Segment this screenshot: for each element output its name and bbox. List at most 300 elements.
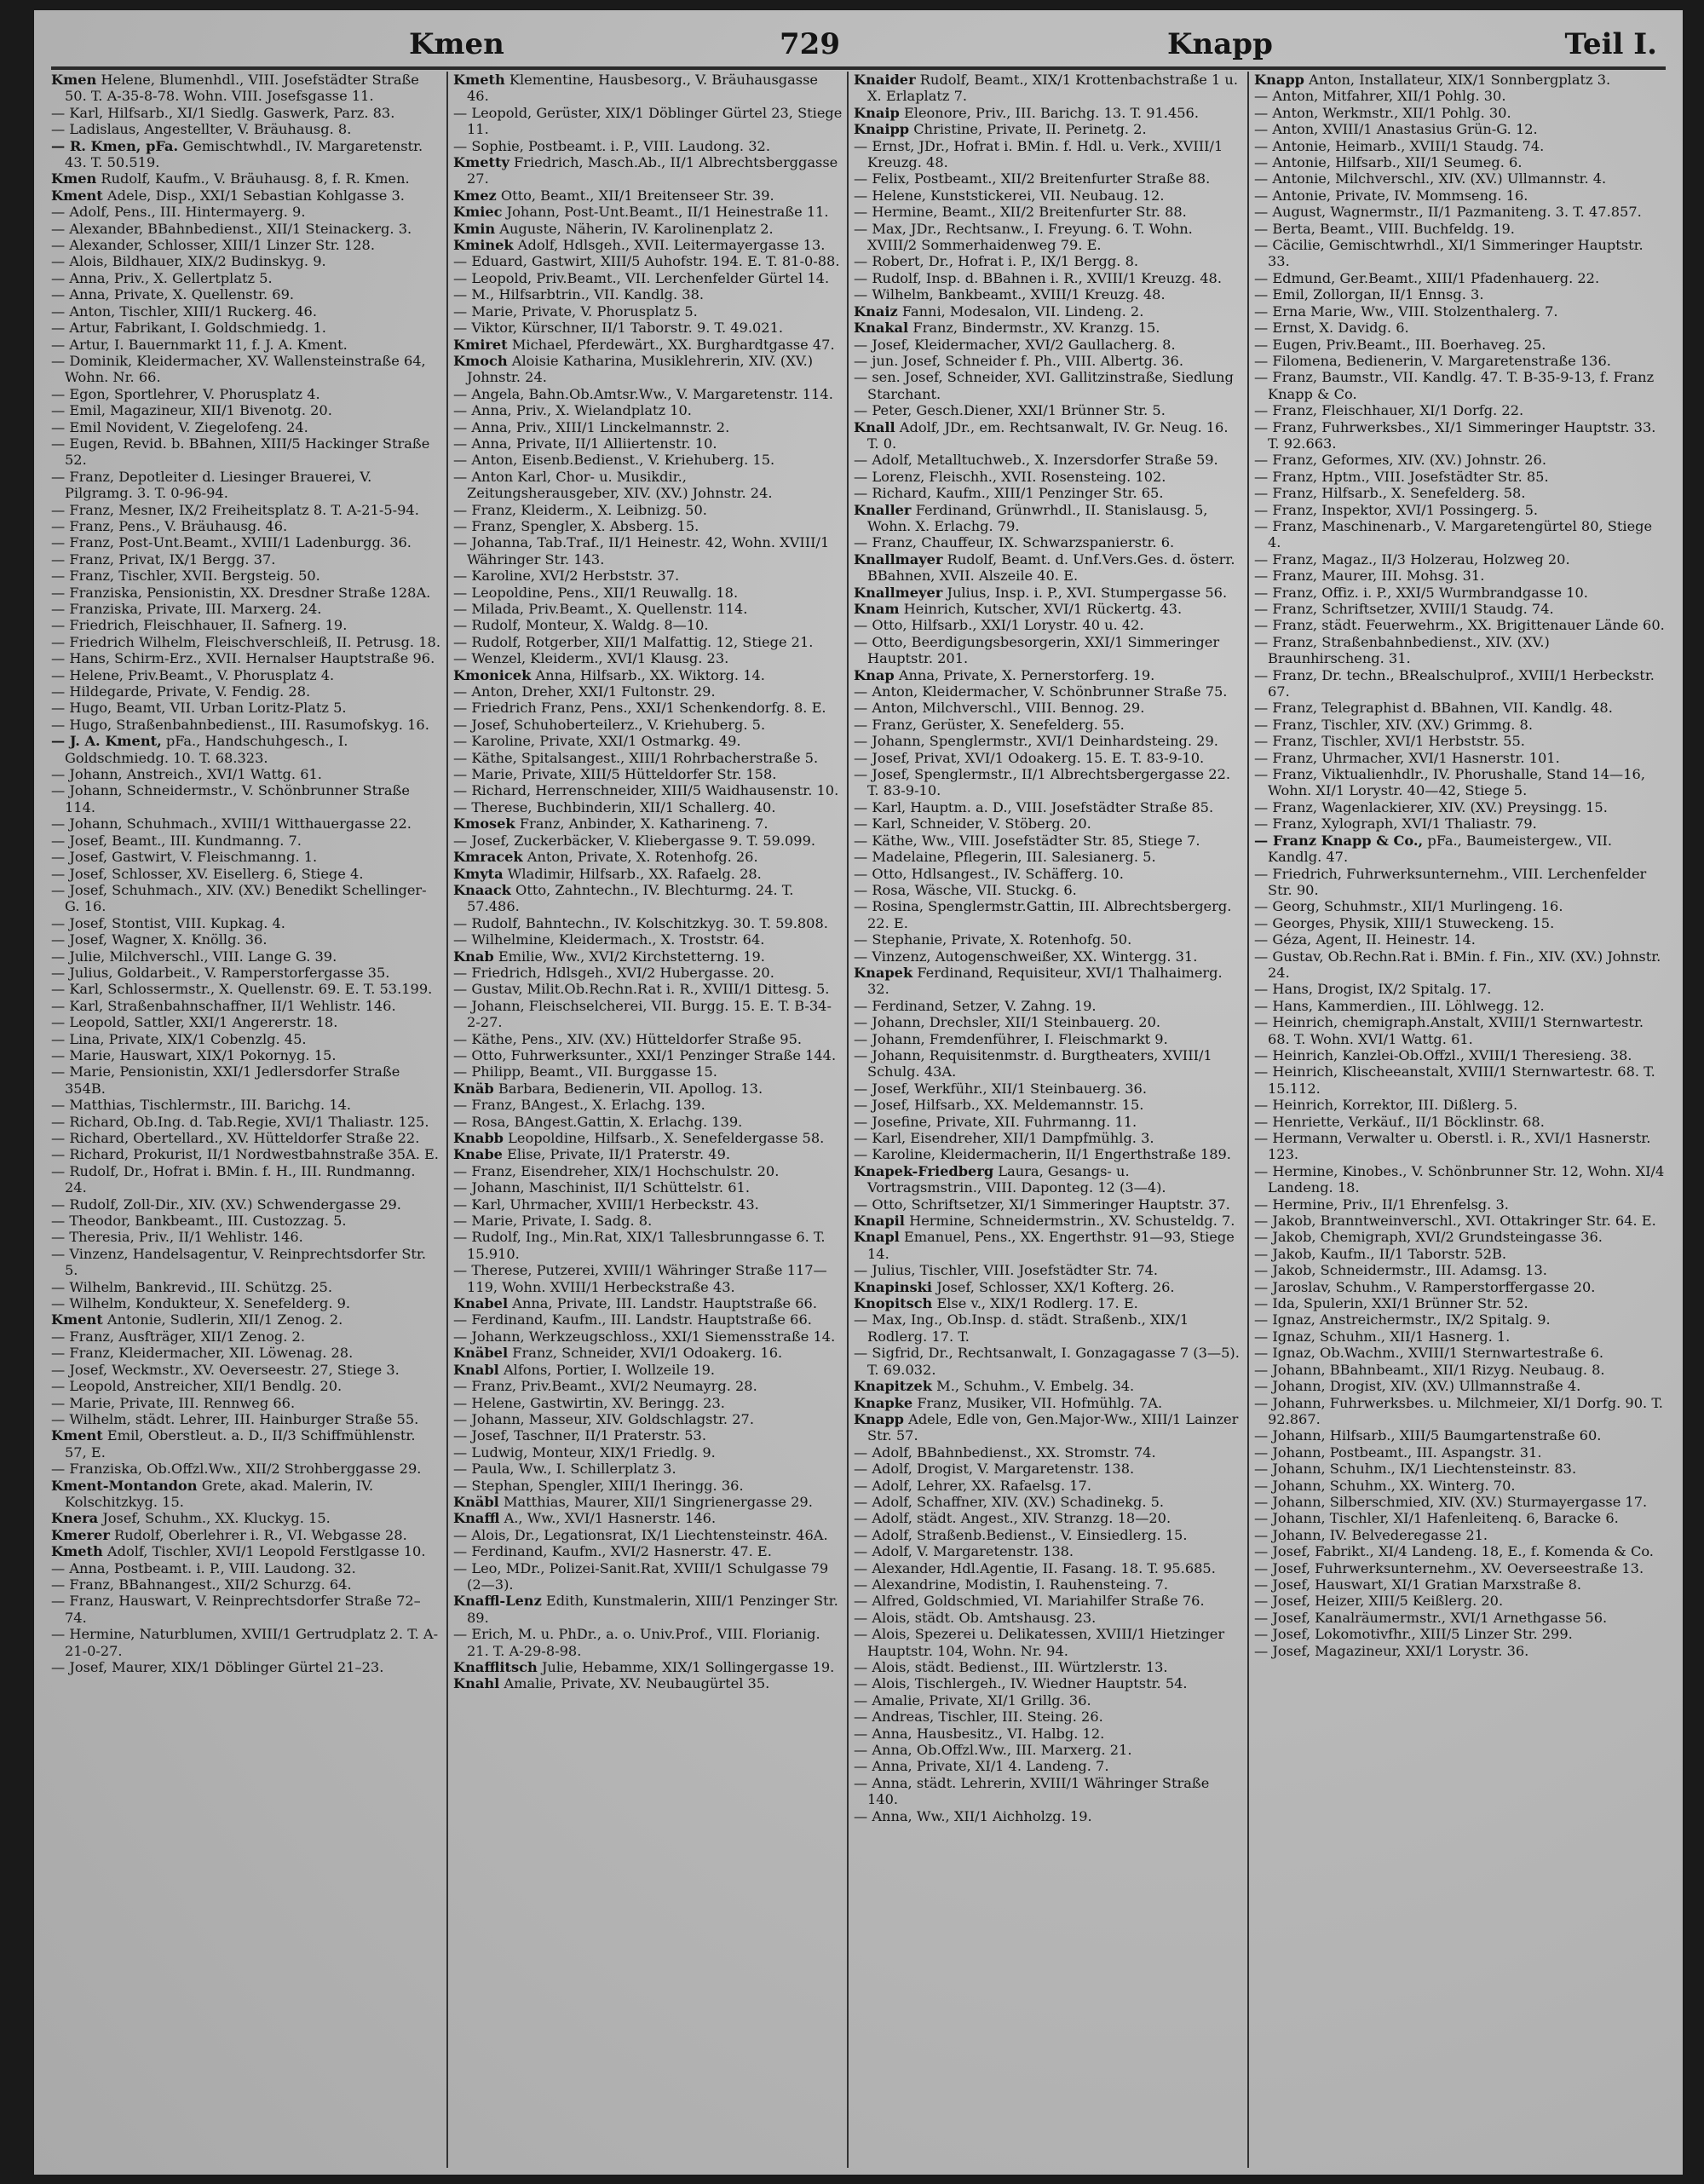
directory-entry <box>51 402 441 418</box>
directory-entry <box>453 782 843 798</box>
directory-entry <box>1254 931 1669 948</box>
entry-text: Franz, Anbinder, X. Katharineng. 7. <box>519 815 769 833</box>
directory-entry <box>51 1411 441 1427</box>
directory-entry <box>854 1775 1244 1808</box>
directory-entry <box>453 1675 843 1691</box>
directory-entry <box>1254 237 1669 270</box>
directory-entry <box>854 849 1244 865</box>
entry-text: — Ferdinand, Kaufm., III. Landstr. Hauptstraße 66. <box>453 1311 812 1328</box>
entry-text: — Marie, Hauswart, XIX/1 Pokornyg. 15. <box>51 1046 337 1063</box>
directory-entry <box>1254 1593 1669 1609</box>
directory-entry <box>854 303 1244 320</box>
entry-text: — Jakob, Schneidermstr., III. Adamsg. 13. <box>1254 1262 1547 1279</box>
directory-column-1 <box>51 72 441 2168</box>
entry-text: — Heinrich, Klischeeanstalt, XVIII/1 Sternwartestr. 68. T. 15.112. <box>1254 1063 1655 1097</box>
directory-entry <box>1254 502 1669 518</box>
entry-text: — Friedrich Franz, Pens., XXI/1 Schenkendorfg. 8. E. <box>453 700 826 717</box>
directory-entry <box>453 154 843 187</box>
entry-text: — Anton, Werkmstr., XII/1 Pohlg. 30. <box>1254 104 1511 121</box>
directory-entry <box>1254 485 1669 501</box>
directory-entry <box>453 270 843 286</box>
entry-text: — Franz, Priv.Beamt., XVI/2 Neumayrg. 28. <box>453 1378 757 1395</box>
entry-text: — Alexander, Schlosser, XIII/1 Linzer Str. 128. <box>51 237 375 254</box>
entry-text: — Otto, Fuhrwerksunter., XXI/1 Penzinger Straße 144. <box>453 1046 837 1063</box>
entry-text: — Leopold, Sattler, XXI/1 Angererstr. 18. <box>51 1014 338 1031</box>
directory-entry <box>453 221 843 237</box>
entry-surname: Knap <box>854 666 895 683</box>
directory-entry <box>854 1494 1244 1510</box>
entry-text: — Franz, Xylograph, XVI/1 Thaliastr. 79. <box>1254 815 1537 833</box>
entry-text: Emilie, Ww., XVI/2 Kirchstetterng. 19. <box>498 948 765 965</box>
entry-text: — Marie, Private, V. Phorusplatz 5. <box>453 303 698 320</box>
entry-text: — Heinrich, Korrektor, III. Dißlerg. 5. <box>1254 1097 1518 1114</box>
directory-entry <box>1254 1494 1669 1510</box>
directory-entry <box>854 815 1244 832</box>
entry-text: — Adolf, V. Margaretenstr. 138. <box>854 1543 1074 1560</box>
entry-text: — Franz, Straßenbahnbedienst., XIV. (XV.) Braunhirscheng. 31. <box>1254 633 1550 667</box>
directory-entry <box>51 1114 441 1130</box>
entry-text: — Josef, Heizer, XIII/5 Keißlerg. 20. <box>1254 1593 1504 1610</box>
entry-text: — Rudolf, Bahntechn., IV. Kolschitzkyg. 30. T. 59.808. <box>453 914 828 931</box>
directory-entry <box>1254 469 1669 485</box>
entry-text: Grete, akad. Malerin, IV. Kolschitzkyg. 15. <box>65 1477 374 1510</box>
entry-text: Adele, Edle von, Gen.Major-Ww., XIII/1 Lainzer Str. 57. <box>867 1410 1239 1444</box>
entry-text: pFa., Baumeistergew., VII. Kandlg. 47. <box>1268 832 1613 866</box>
directory-entry <box>854 1758 1244 1774</box>
entry-text: — Käthe, Ww., VIII. Josefstädter Str. 85, Stiege 7. <box>854 832 1200 849</box>
entry-text: — Leopoldine, Pens., XII/1 Reuwallg. 18. <box>453 584 739 601</box>
directory-entry <box>453 1543 843 1559</box>
directory-entry <box>1254 518 1669 551</box>
entry-text: — Josef, Beamt., III. Kundmanng. 7. <box>51 832 302 849</box>
entry-text: — Ignaz, Schuhm., XII/1 Hasnerg. 1. <box>1254 1328 1511 1345</box>
entry-text: — Vinzenz, Autogenschweißer, XX. Wintergg. 31. <box>854 948 1198 965</box>
directory-entry <box>1254 998 1669 1014</box>
directory-entry <box>51 1593 441 1626</box>
entry-text: — Johann, Drechsler, XII/1 Steinbauerg. 20. <box>854 1014 1161 1031</box>
entry-text: — Johann, IV. Belvederegasse 21. <box>1254 1526 1488 1543</box>
directory-entry <box>453 1130 843 1146</box>
entry-text: Wladimir, Hilfsarb., XX. Rafaelg. 28. <box>507 865 762 882</box>
entry-text: — Johann, Postbeamt., III. Aspangstr. 31. <box>1254 1444 1542 1461</box>
entry-text: — Richard, Ob.Ing. d. Tab.Regie, XVI/1 Thaliastr. 125. <box>51 1113 429 1130</box>
directory-entry <box>1254 154 1669 170</box>
entry-text: — Franz, Spengler, X. Absberg. 15. <box>453 517 699 534</box>
entry-surname: Knallmayer <box>854 550 943 568</box>
directory-entry <box>51 1328 441 1345</box>
directory-entry <box>854 948 1244 965</box>
entry-surname: Knapitzek <box>854 1378 932 1395</box>
entry-text: A., Ww., XVI/1 Hasnerstr. 146. <box>504 1510 717 1527</box>
entry-text: — Franz, Telegraphist d. BBahnen, VII. Kandlg. 48. <box>1254 700 1613 717</box>
entry-text: — Alois, städt. Bedienst., III. Würtzlerstr. 13. <box>854 1659 1168 1675</box>
entry-text: — Josef, Fabrikt., XI/4 Landeng. 18, E., f. Komenda & Co. <box>1254 1543 1654 1560</box>
entry-surname: Knapek <box>854 964 913 981</box>
entry-text: — Franz, Kleidermacher, XII. Löwenag. 28. <box>51 1345 354 1362</box>
directory-entry <box>453 1461 843 1477</box>
entry-text: — Josef, Werkführ., XII/1 Steinbauerg. 36. <box>854 1080 1147 1097</box>
entry-text: Friedrich, Masch.Ab., II/1 Albrechtsberggasse 27. <box>467 154 838 187</box>
directory-entry <box>854 898 1244 931</box>
entry-text: — Hermine, Naturblumen, XVIII/1 Gertrudplatz 2. T. A-21-0-27. <box>51 1626 439 1659</box>
page-header <box>51 17 1666 70</box>
entry-text: — Josef, Magazineur, XXI/1 Lorystr. 36. <box>1254 1642 1529 1659</box>
directory-entry <box>1254 1543 1669 1559</box>
entry-text: — Adolf, Lehrer, XX. Rafaelsg. 17. <box>854 1477 1091 1494</box>
entry-text: — Jaroslav, Schuhm., V. Ramperstorffergasse 20. <box>1254 1278 1596 1295</box>
entry-text: — Johann, Hilfsarb., XIII/5 Baumgartenstraße 60. <box>1254 1427 1602 1444</box>
directory-entry <box>51 337 441 353</box>
directory-entry <box>854 833 1244 849</box>
directory-entry <box>453 1146 843 1162</box>
directory-entry <box>453 998 843 1031</box>
directory-entry <box>453 353 843 386</box>
entry-surname: Knapp <box>1254 72 1304 88</box>
directory-entry <box>854 485 1244 501</box>
directory-entry <box>1254 585 1669 601</box>
entry-text: pFa., Handschuhgesch., I. Goldschmiedg. 10. T. 68.323. <box>65 733 348 766</box>
entry-text: — Rudolf, Monteur, X. Waldg. 8—10. <box>453 617 709 634</box>
directory-entry <box>453 1080 843 1097</box>
directory-entry <box>854 700 1244 716</box>
directory-entry <box>854 452 1244 468</box>
entry-text: — Marie, Private, III. Rennweg 66. <box>51 1394 296 1411</box>
entry-text: — Johann, Maschinist, II/1 Schüttelstr. 61. <box>453 1179 750 1196</box>
directory-entry <box>854 1262 1244 1278</box>
directory-entry <box>854 534 1244 550</box>
directory-entry <box>854 766 1244 799</box>
directory-entry <box>453 1378 843 1394</box>
entry-text: Adolf, JDr., em. Rechtsanwalt, IV. Gr. Neug. 16. T. 0. <box>867 418 1229 452</box>
entry-surname: Knaip <box>854 104 900 121</box>
entry-text: Hermine, Schneidermstrin., XV. Schusteldg. 7. <box>909 1213 1235 1230</box>
entry-surname: Knall <box>854 418 895 435</box>
entry-text: Matthias, Maurer, XII/1 Singrienergasse 29. <box>503 1493 813 1510</box>
directory-entry <box>1254 1576 1669 1593</box>
directory-entry <box>51 1311 441 1328</box>
entry-text: M., Schuhm., V. Embelg. 34. <box>936 1378 1135 1395</box>
entry-surname: Knaiz <box>854 303 898 320</box>
directory-entry <box>854 353 1244 369</box>
entry-text: — Johann, Schuhm., XX. Winterg. 70. <box>1254 1477 1516 1494</box>
entry-text: — Ludwig, Monteur, XIX/1 Friedlg. 9. <box>453 1444 716 1461</box>
entry-text: — Johann, Drogist, XIV. (XV.) Ullmannstraße 4. <box>1254 1378 1581 1395</box>
entry-text: — Alfred, Goldschmied, VI. Mariahilfer Straße 76. <box>854 1593 1205 1610</box>
directory-entry <box>1254 1063 1669 1097</box>
directory-column-4 <box>1247 72 1669 2168</box>
entry-surname: Kmoch <box>453 352 508 369</box>
entry-surname: Kment <box>51 187 103 204</box>
directory-entry <box>854 1196 1244 1213</box>
directory-entry <box>51 72 441 105</box>
entry-text: — Stephan, Spengler, XIII/1 Iheringg. 36. <box>453 1477 744 1494</box>
entry-text: — Sigfrid, Dr., Rechtsanwalt, I. Gonzagagasse 7 (3—5). T. 69.032. <box>854 1345 1240 1378</box>
directory-entry <box>51 634 441 650</box>
directory-entry <box>854 1097 1244 1113</box>
directory-entry <box>51 534 441 550</box>
directory-entry <box>453 882 843 915</box>
entry-text: — Karl, Hilfsarb., XI/1 Siedlg. Gaswerk, Parz. 83. <box>51 104 395 121</box>
directory-entry <box>51 733 441 766</box>
entry-text: — Josef, Hilfsarb., XX. Meldemannstr. 15. <box>854 1097 1144 1114</box>
directory-entry <box>453 320 843 336</box>
entry-text: — Friedrich, Fuhrwerksunternehm., VIII. Lerchenfelder Str. 90. <box>1254 865 1647 898</box>
directory-entry <box>854 1395 1244 1411</box>
directory-entry <box>453 799 843 815</box>
entry-text: — Anna, Private, X. Quellenstr. 69. <box>51 286 295 303</box>
entry-surname: Knapp <box>854 1410 904 1427</box>
entry-text: — Johann, Anstreich., XVI/1 Wattg. 61. <box>51 766 322 783</box>
directory-entry <box>453 1063 843 1080</box>
directory-entry <box>854 1478 1244 1494</box>
directory-entry <box>453 105 843 138</box>
directory-entry <box>453 253 843 269</box>
directory-entry <box>453 518 843 534</box>
directory-entry <box>854 1031 1244 1047</box>
entry-text: — Franz, Post-Unt.Beamt., XVIII/1 Ladenburgg. 36. <box>51 534 412 551</box>
directory-entry <box>51 601 441 617</box>
entry-surname: Knaffl-Lenz <box>453 1593 542 1610</box>
entry-text: Franz, Musiker, VII. Hofmühlg. 7A. <box>917 1394 1163 1411</box>
directory-entry <box>1254 1478 1669 1494</box>
directory-entry <box>854 187 1244 204</box>
entry-text: — Richard, Obertellard., XV. Hütteldorfer Straße 22. <box>51 1130 420 1146</box>
entry-text: — Johann, Fleischselcherei, VII. Burgg. 15. E. T. B-34-2-27. <box>453 997 832 1031</box>
directory-entry <box>453 717 843 733</box>
directory-entry <box>51 931 441 948</box>
entry-text: Anna, Hilfsarb., XX. Wiktorg. 14. <box>535 666 765 683</box>
entry-surname: Knaipp <box>854 121 910 138</box>
directory-entry <box>51 253 441 269</box>
entry-text: — Artur, I. Bauernmarkt 11, f. J. A. Kment. <box>51 336 348 353</box>
directory-entry <box>453 931 843 948</box>
entry-text: — jun. Josef, Schneider f. Ph., VIII. Albertg. 36. <box>854 352 1183 369</box>
entry-surname: Kmin <box>453 220 496 237</box>
directory-entry <box>51 717 441 733</box>
entry-text: — Hildegarde, Private, V. Fendig. 28. <box>51 683 311 700</box>
directory-entry <box>453 1427 843 1444</box>
directory-entry <box>453 534 843 568</box>
directory-entry <box>453 72 843 105</box>
entry-text: — Friedrich Wilhelm, Fleischverschleiß, II. Petrusg. 18. <box>51 633 440 650</box>
directory-entry <box>453 386 843 402</box>
directory-entry <box>51 1659 441 1675</box>
directory-entry <box>854 1114 1244 1130</box>
directory-entry <box>51 518 441 534</box>
directory-entry <box>453 1311 843 1328</box>
directory-entry <box>453 1262 843 1295</box>
directory-entry <box>51 1345 441 1361</box>
entry-text: — Johann, Schneidermstr., V. Schönbrunner Straße 114. <box>51 782 410 815</box>
entry-surname: Knopitsch <box>854 1295 933 1312</box>
entry-text: — Jakob, Branntweinverschl., XVI. Ottakringer Str. 64. E. <box>1254 1213 1656 1230</box>
entry-text: — Anton, Kleidermacher, V. Schönbrunner Straße 75. <box>854 683 1228 700</box>
entry-surname: Knabl <box>453 1361 499 1378</box>
directory-entry <box>51 766 441 782</box>
directory-entry <box>51 849 441 865</box>
directory-entry <box>51 1063 441 1097</box>
directory-entry <box>854 1692 1244 1709</box>
directory-entry <box>1254 1311 1669 1328</box>
entry-surname: Knafflitsch <box>453 1659 538 1675</box>
entry-text: — Marie, Pensionistin, XXI/1 Jedlersdorfer Straße 354B. <box>51 1063 400 1097</box>
directory-entry <box>51 882 441 915</box>
entry-text: Rudolf, Beamt. d. Unf.Vers.Ges. d. österr. BBahnen, XVII. Alszeile 40. E. <box>867 550 1235 585</box>
entry-text: — Hugo, Beamt, VII. Urban Loritz-Platz 5. <box>51 700 347 717</box>
entry-text: — Therese, Buchbinderin, XII/1 Schallerg. 40. <box>453 798 776 815</box>
entry-text: — Anna, Private, XI/1 4. Landeng. 7. <box>854 1758 1109 1775</box>
entry-text: — Wenzel, Kleiderm., XVI/1 Klausg. 23. <box>453 650 729 667</box>
directory-entry <box>854 1659 1244 1675</box>
directory-entry <box>51 419 441 435</box>
entry-text: — Robert, Dr., Hofrat i. P., IX/1 Bergg. 8. <box>854 253 1139 270</box>
entry-text: — Hermine, Beamt., XII/2 Breitenfurter Str. 88. <box>854 204 1187 221</box>
directory-entry <box>1254 1163 1669 1196</box>
entry-text: — Therese, Putzerei, XVIII/1 Währinger Straße 117—119, Wohn. XVIII/1 Herbeckstraße 43. <box>453 1262 827 1295</box>
directory-entry <box>453 568 843 584</box>
entry-text: Aloisie Katharina, Musiklehrerin, XIV. (XV.) Johnstr. 24. <box>467 352 814 386</box>
entry-text: — Johann, Requisitenmstr. d. Burgtheaters, XVIII/1 Schulg. 43A. <box>854 1046 1212 1080</box>
directory-entry <box>453 1295 843 1311</box>
directory-entry <box>453 915 843 931</box>
entry-text: — Richard, Prokurist, II/1 Nordwestbahnstraße 35A. E. <box>51 1146 439 1163</box>
entry-text: Rudolf, Beamt., XIX/1 Krottenbachstraße 1 u. X. Erlaplatz 7. <box>867 72 1238 105</box>
entry-text: — Franz, Inspektor, XVI/1 Possingerg. 5. <box>1254 501 1539 518</box>
directory-entry <box>1254 700 1669 716</box>
directory-entry <box>1254 1444 1669 1461</box>
directory-entry <box>453 337 843 353</box>
entry-surname: Knera <box>51 1510 99 1527</box>
directory-entry <box>51 1362 441 1378</box>
directory-entry <box>453 601 843 617</box>
directory-entry <box>854 105 1244 121</box>
entry-text: — Franz, Magaz., II/3 Holzerau, Holzweg 20. <box>1254 550 1570 568</box>
entry-surname: Knabb <box>453 1130 504 1146</box>
entry-text: — Rosa, BAngest.Gattin, X. Erlachg. 139. <box>453 1113 743 1130</box>
entry-surname: Knapl <box>854 1229 900 1246</box>
directory-entry <box>51 1478 441 1511</box>
entry-text: — Franz, Hptm., VIII. Josefstädter Str. 85. <box>1254 468 1549 485</box>
directory-entry <box>854 1726 1244 1742</box>
directory-entry <box>453 1395 843 1411</box>
entry-text: — Richard, Herrenschneider, XIII/5 Waidhausenstr. 10. <box>453 782 839 799</box>
directory-entry <box>854 551 1244 585</box>
directory-entry <box>453 1031 843 1047</box>
entry-text: — Franz, Uhrmacher, XVI/1 Hasnerstr. 101. <box>1254 749 1560 766</box>
directory-column-3 <box>847 72 1244 2168</box>
entry-text: Otto, Zahntechn., IV. Blechturmg. 24. T. 57.486. <box>467 881 794 915</box>
directory-entry <box>453 833 843 849</box>
entry-text: — Hermine, Priv., II/1 Ehrenfelsg. 3. <box>1254 1196 1509 1213</box>
entry-text: — Angela, Bahn.Ob.Amtsr.Ww., V. Margaretenstr. 114. <box>453 385 833 402</box>
entry-surname: Knaack <box>453 881 511 898</box>
directory-entry <box>453 204 843 220</box>
directory-entry <box>453 502 843 518</box>
directory-entry <box>453 866 843 882</box>
entry-text: — Rudolf, Zoll-Dir., XIV. (XV.) Schwendergasse 29. <box>51 1196 401 1213</box>
entry-text: — Josef, Fuhrwerksunternehm., XV. Oeverseestraße 13. <box>1254 1559 1644 1576</box>
entry-surname: Knaller <box>854 501 912 518</box>
directory-entry <box>453 585 843 601</box>
directory-entry <box>854 1345 1244 1378</box>
entry-text: — Franz, Chauffeur, IX. Schwarzspanierstr. 6. <box>854 534 1175 551</box>
directory-entry <box>51 1163 441 1196</box>
entry-text: — Franziska, Ob.Offzl.Ww., XII/2 Strohberggasse 29. <box>51 1461 422 1478</box>
directory-entry <box>51 204 441 220</box>
directory-entry <box>854 882 1244 898</box>
entry-text: — Adolf, Pens., III. Hintermayerg. 9. <box>51 204 306 221</box>
directory-entry <box>1254 1378 1669 1394</box>
entry-text: — Filomena, Bedienerin, V. Margaretenstraße 136. <box>1254 352 1611 369</box>
entry-text: Antonie, Sudlerin, XII/1 Zenog. 2. <box>106 1311 343 1328</box>
entry-text: — Adolf, städt. Angest., XIV. Stranzg. 18—20. <box>854 1510 1172 1527</box>
entry-text: Heinrich, Kutscher, XVI/1 Rückertg. 43. <box>903 601 1183 617</box>
directory-entry <box>854 1560 1244 1576</box>
directory-entry <box>854 601 1244 617</box>
directory-entry <box>51 1229 441 1245</box>
directory-entry <box>1254 1229 1669 1245</box>
entry-text: Rudolf, Oberlehrer i. R., VI. Webgasse 28. <box>114 1526 407 1543</box>
entry-text: Otto, Beamt., XII/1 Breitenseer Str. 39. <box>500 187 774 204</box>
directory-entry <box>1254 1626 1669 1642</box>
entry-text: — Rudolf, Dr., Hofrat i. BMin. f. H., III. Rundmanng. 24. <box>51 1162 416 1196</box>
entry-surname: Kmeth <box>453 72 505 88</box>
directory-entry <box>854 1130 1244 1146</box>
entry-text: — Hans, Drogist, IX/2 Spitalg. 17. <box>1254 981 1492 998</box>
directory-entry <box>1254 815 1669 832</box>
directory-entry <box>854 121 1244 137</box>
entry-text: — Franz, Mesner, IX/2 Freiheitsplatz 8. T. A-21-5-94. <box>51 501 419 518</box>
directory-entry <box>854 1047 1244 1080</box>
entry-text: — Hermann, Verwalter u. Oberstl. i. R., XVI/1 Hasnerstr. 123. <box>1254 1130 1651 1163</box>
entry-surname: Kmyta <box>453 865 504 882</box>
directory-entry <box>1254 1097 1669 1113</box>
directory-entry <box>453 303 843 320</box>
directory-entry <box>1254 303 1669 320</box>
directory-entry <box>51 1196 441 1213</box>
directory-entry <box>51 187 441 204</box>
entry-text: — Wilhelmine, Kleidermach., X. Troststr. 64. <box>453 931 765 948</box>
entry-text: — Karoline, Private, XXI/1 Ostmarkg. 49. <box>453 733 741 750</box>
entry-text: Anton, Private, X. Rotenhofg. 26. <box>527 849 758 866</box>
entry-text: — Franz, städt. Feuerwehrm., XX. Brigittenauer Lände 60. <box>1254 617 1665 634</box>
entry-surname: Kmiec <box>453 204 503 221</box>
directory-entry <box>1254 1114 1669 1130</box>
entry-text: — Amalie, Private, XI/1 Grillg. 36. <box>854 1691 1091 1709</box>
directory-entry <box>51 1395 441 1411</box>
entry-text: — Marie, Private, I. Sadg. 8. <box>453 1213 653 1230</box>
directory-entry <box>51 502 441 518</box>
entry-text: Adele, Disp., XXI/1 Sebastian Kohlgasse 3. <box>106 187 405 204</box>
entry-text: — Erna Marie, Ww., VIII. Stolzenthalerg. 7. <box>1254 303 1558 320</box>
directory-entry <box>51 1213 441 1229</box>
entry-surname: Kminek <box>453 237 514 254</box>
entry-text: — Adolf, BBahnbedienst., XX. Stromstr. 74. <box>854 1444 1156 1461</box>
directory-entry <box>854 1311 1244 1345</box>
entry-surname: Knapek-Friedberg <box>854 1162 994 1179</box>
entry-surname: Knäb <box>453 1080 494 1097</box>
entry-text: — Ladislaus, Angestellter, V. Bräuhausg. 8. <box>51 121 352 138</box>
directory-entry <box>1254 452 1669 468</box>
entry-text: — Helene, Kunststickerei, VII. Neubaug. 12. <box>854 187 1165 204</box>
directory-entry <box>453 1114 843 1130</box>
directory-entry <box>51 1295 441 1311</box>
directory-entry <box>1254 121 1669 137</box>
entry-surname: Kmiret <box>453 336 508 353</box>
entry-surname: Knab <box>453 948 494 965</box>
entry-text: Auguste, Näherin, IV. Karolinenplatz 2. <box>499 220 774 237</box>
entry-text: — Milada, Priv.Beamt., X. Quellenstr. 114. <box>453 601 748 617</box>
